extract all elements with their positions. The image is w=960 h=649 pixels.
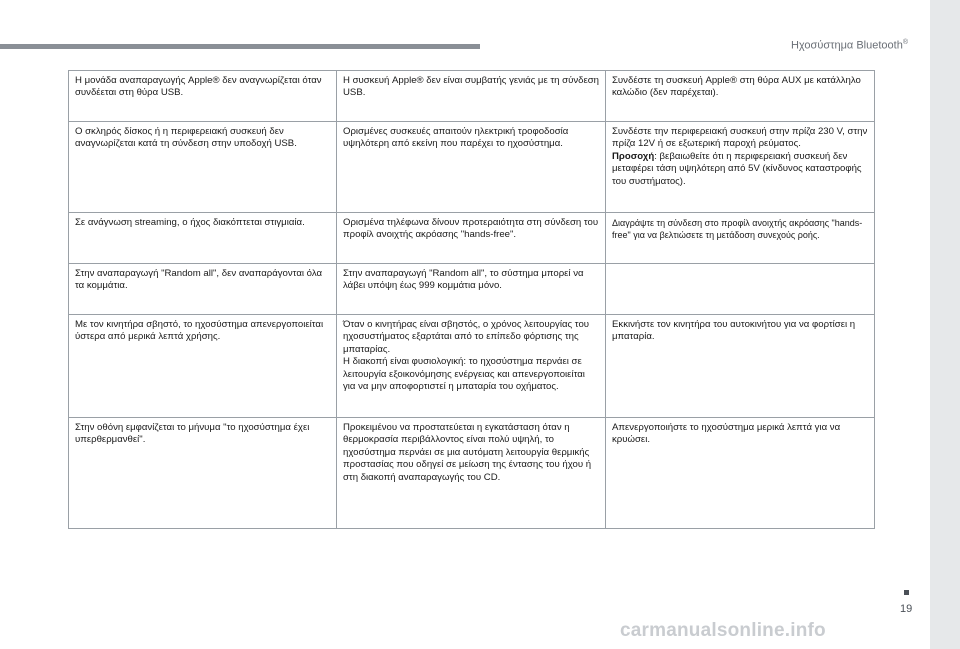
- cause-cell: Η συσκευή Apple® δεν είναι συμβατής γενιάς με τη σύνδεση USB.: [337, 71, 606, 122]
- solution-cell: [606, 264, 875, 315]
- table-row: [69, 315, 875, 418]
- troubleshooting-table: [68, 70, 875, 529]
- solution-cell: Συνδέστε τη συσκευή Apple® στη θύρα AUX με κατάλληλο καλώδιο (δεν παρέχεται).: [606, 71, 875, 122]
- problem-cell: Ο σκληρός δίσκος ή η περιφερειακή συσκευή δεν αναγνωρίζεται κατά τη σύνδεση στην υποδοχή USB.: [69, 122, 337, 213]
- cause-cell: Προκειμένου να προστατεύεται η εγκατάσταση όταν η θερμοκρασία περιβάλλοντος είναι πολύ υψηλή, το ηχοσύστημα περνάει σε μια αυτόματη λειτουργία θερμικής προστασίας που οδηγεί σε μείωση της έντασης του ήχου ή στη διακοπή αναπαραγωγής του CD.: [337, 418, 606, 529]
- problem-cell: Με τον κινητήρα σβηστό, το ηχοσύστημα απενεργοποιείται ύστερα από μερικά λεπτά χρήσης.: [69, 315, 337, 418]
- watermark: carmanualsonline.info: [620, 620, 826, 641]
- warning-text: : βεβαιωθείτε ότι η περιφερειακή συσκευή δεν μεταφέρει τάση υψηλότερη από 5V (κίνδυνος καταστροφής του συστήματος).: [612, 150, 862, 187]
- page-marker: [904, 590, 909, 595]
- cause-text-2: Η διακοπή είναι φυσιολογική: το ηχοσύστημα περνάει σε λειτουργία εξοικονόμησης ενέργειας και απενεργοποιείται για να μην αποφορτιστεί η μπαταρία του οχήματος.: [343, 356, 585, 393]
- solution-cell: Εκκινήστε τον κινητήρα του αυτοκινήτου για να φορτίσει η μπαταρία.: [606, 315, 875, 418]
- warning-label: Προσοχή: [612, 150, 655, 162]
- problem-cell: Στην οθόνη εμφανίζεται το μήνυμα "το ηχοσύστημα έχει υπερθερμανθεί".: [69, 418, 337, 529]
- page-header-title: Ηχοσύστημα Bluetooth®: [790, 39, 908, 52]
- table-row: [69, 264, 875, 315]
- problem-cell: Η μονάδα αναπαραγωγής Apple® δεν αναγνωρίζεται όταν συνδέεται στη θύρα USB.: [69, 71, 337, 122]
- cause-cell: Ορισμένα τηλέφωνα δίνουν προτεραιότητα στη σύνδεση του προφίλ ανοιχτής ακρόασης "hands-free".: [337, 213, 606, 264]
- table-row: [69, 213, 875, 264]
- problem-cell: Στην αναπαραγωγή "Random all", δεν αναπαράγονται όλα τα κομμάτια.: [69, 264, 337, 315]
- solution-cell: Διαγράψτε τη σύνδεση στο προφίλ ανοιχτής ακρόασης "hands-free" για να βελτιώσετε τη μετάδοση συνεχούς ροής.: [606, 213, 875, 264]
- table-row: [69, 122, 875, 213]
- header-rule: [0, 44, 480, 49]
- side-band: [930, 0, 960, 649]
- solution-text: Συνδέστε την περιφερειακή συσκευή στην πρίζα 230 V, στην πρίζα 12V ή σε εξωτερική παροχή ρεύματος.: [612, 126, 868, 150]
- page-number: 19: [900, 603, 913, 615]
- cause-cell: [337, 315, 606, 418]
- problem-cell: Σε ανάγνωση streaming, ο ήχος διακόπτεται στιγμιαία.: [69, 213, 337, 264]
- cause-text: Όταν ο κινητήρας είναι σβηστός, ο χρόνος λειτουργίας του ηχοσυστήματος εξαρτάται από το επίπεδο φόρτισης της μπαταρίας.: [343, 319, 590, 355]
- solution-cell: [606, 122, 875, 213]
- table-row: [69, 418, 875, 529]
- table-row: [69, 71, 875, 122]
- cause-cell: Ορισμένες συσκευές απαιτούν ηλεκτρική τροφοδοσία υψηλότερη από εκείνη που παρέχει το ηχοσύστημα.: [337, 122, 606, 213]
- solution-cell: Απενεργοποιήστε το ηχοσύστημα μερικά λεπτά για να κρυώσει.: [606, 418, 875, 529]
- cause-cell: Στην αναπαραγωγή "Random all", το σύστημα μπορεί να λάβει υπόψη έως 999 κομμάτια μόνο.: [337, 264, 606, 315]
